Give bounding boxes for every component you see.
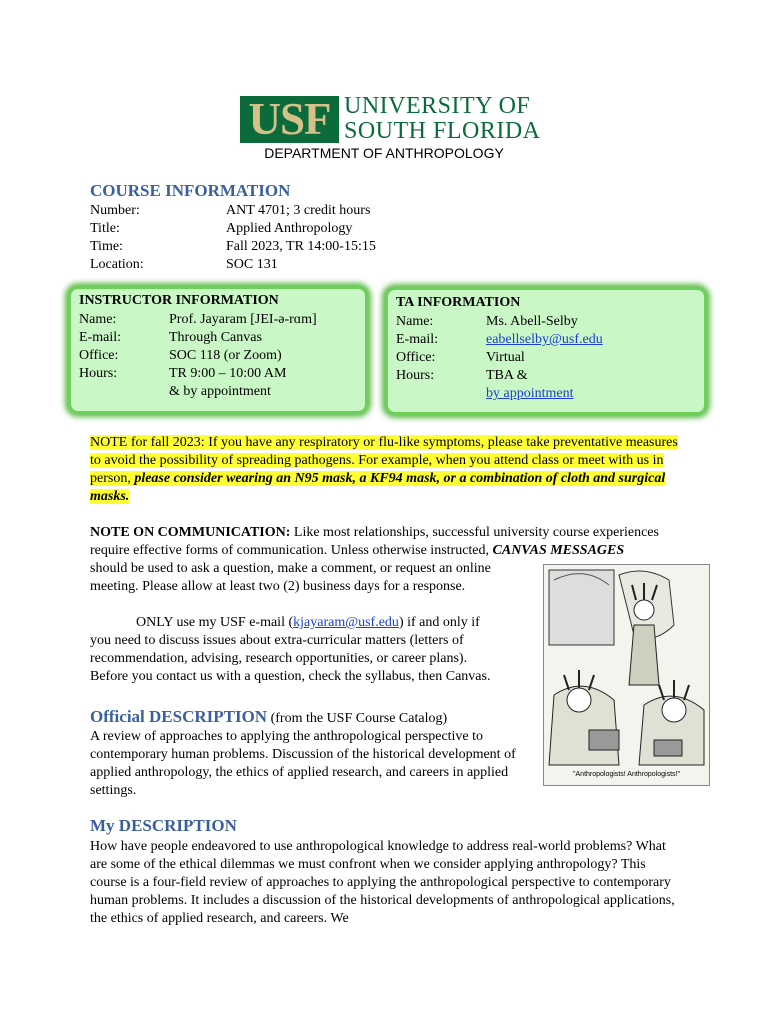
ta-label: E-mail: xyxy=(396,332,438,347)
instructor-email: Through Canvas xyxy=(169,330,262,345)
course-info-label: Location: xyxy=(90,257,144,272)
communication-note-email-rest: ) if and only if you need to discuss issues about extra-curricular matters (letters of recommendation, advising, research opportunities, or career plans). Before you contact us with a question, check the syllabus, then Canvas. xyxy=(90,615,491,684)
usf-logo-line2: SOUTH FLORIDA xyxy=(344,118,541,144)
official-description-source: (from the USF Course Catalog) xyxy=(267,711,448,726)
my-description-heading: My DESCRIPTION xyxy=(90,816,237,835)
communication-note-text: Like most relationships, successful university course experiences require effective forms of communication. Unless otherwise instructed, xyxy=(90,525,659,558)
communication-note-email-text: ONLY use my USF e-mail ( xyxy=(136,615,294,630)
instructor-email-link[interactable]: kjayaram@usf.edu xyxy=(293,615,399,630)
communication-note-label: NOTE ON COMMUNICATION: xyxy=(90,525,291,540)
instructor-name: Prof. Jayaram [JEI-ə-rɑm] xyxy=(169,312,317,327)
ta-info-box xyxy=(385,287,707,415)
ta-label: Office: xyxy=(396,350,436,365)
official-description-text: A review of approaches to applying the anthropological perspective to contemporary human problems. Discussion of the historical development of applied anthropology, the ethics of applied research, and careers in applied settings. xyxy=(90,729,516,798)
course-info-heading: COURSE INFORMATION xyxy=(90,181,291,200)
cartoon-illustration xyxy=(544,565,709,785)
course-info-label: Number: xyxy=(90,203,140,218)
official-description-heading xyxy=(90,707,447,727)
course-info-value: SOC 131 xyxy=(226,257,278,272)
communication-note-intro xyxy=(90,524,668,560)
covid-note xyxy=(90,434,680,506)
usf-logo-line1: UNIVERSITY OF xyxy=(344,93,531,119)
covid-note-emphasis: please consider wearing an N95 mask, a KF94 mask, or a combination of cloth and surgical masks. xyxy=(90,471,666,504)
ta-info-heading: TA INFORMATION xyxy=(396,295,521,310)
instructor-info-box xyxy=(68,286,368,414)
ta-office: Virtual xyxy=(486,350,525,365)
instructor-label: Hours: xyxy=(79,366,118,381)
course-info-value: Fall 2023, TR 14:00-15:15 xyxy=(226,239,376,254)
instructor-label: E-mail: xyxy=(79,330,121,345)
cartoon-caption: "Anthropologists! Anthropologists!" xyxy=(573,771,680,778)
covid-note-text: NOTE for fall 2023: If you have any respiratory or flu-like symptoms, please take preventative measures to avoid the possibility of spreading pathogens. For example, when you attend class or meet with us in person, xyxy=(90,435,678,486)
official-description-title: Official DESCRIPTION xyxy=(90,707,268,726)
department-name: DEPARTMENT OF ANTHROPOLOGY xyxy=(264,145,504,161)
ta-appointment-link[interactable]: by appointment xyxy=(486,386,574,401)
anthropologists-cartoon xyxy=(543,564,710,786)
communication-note-body: should be used to ask a question, make a comment, or request an online meeting. Please allow at least two (2) business days for a response. xyxy=(90,561,491,594)
instructor-office: SOC 118 (or Zoom) xyxy=(169,348,282,363)
instructor-hours-extra: & by appointment xyxy=(169,384,271,399)
ta-name: Ms. Abell-Selby xyxy=(486,314,578,329)
ta-label: Hours: xyxy=(396,368,435,383)
ta-email-link[interactable]: eabellselby@usf.edu xyxy=(486,332,603,347)
ta-hours: TBA & xyxy=(486,368,528,383)
usf-logo-mark: USF xyxy=(240,96,339,143)
course-info-value: Applied Anthropology xyxy=(226,221,353,236)
course-info-label: Title: xyxy=(90,221,120,236)
course-info-value: ANT 4701; 3 credit hours xyxy=(226,203,371,218)
my-description-text: How have people endeavored to use anthropological knowledge to address real-world problems? What are some of the ethical dilemmas we must confront when we consider applying anthropology? This course is a four-field review of approaches to applying the anthropological perspective to contemporary human problems. It includes a discussion of the historical developments of anthropological applications, the ethics of applied research, and careers. We xyxy=(90,839,675,926)
instructor-info-heading: INSTRUCTOR INFORMATION xyxy=(79,293,279,308)
communication-note-email xyxy=(90,614,502,686)
instructor-label: Name: xyxy=(79,312,117,327)
course-info-label: Time: xyxy=(90,239,123,254)
usf-logo xyxy=(240,93,541,144)
instructor-label: Office: xyxy=(79,348,119,363)
instructor-hours: TR 9:00 – 10:00 AM xyxy=(169,366,287,381)
ta-label: Name: xyxy=(396,314,434,329)
communication-note-emphasis: CANVAS MESSAGES xyxy=(492,543,625,558)
